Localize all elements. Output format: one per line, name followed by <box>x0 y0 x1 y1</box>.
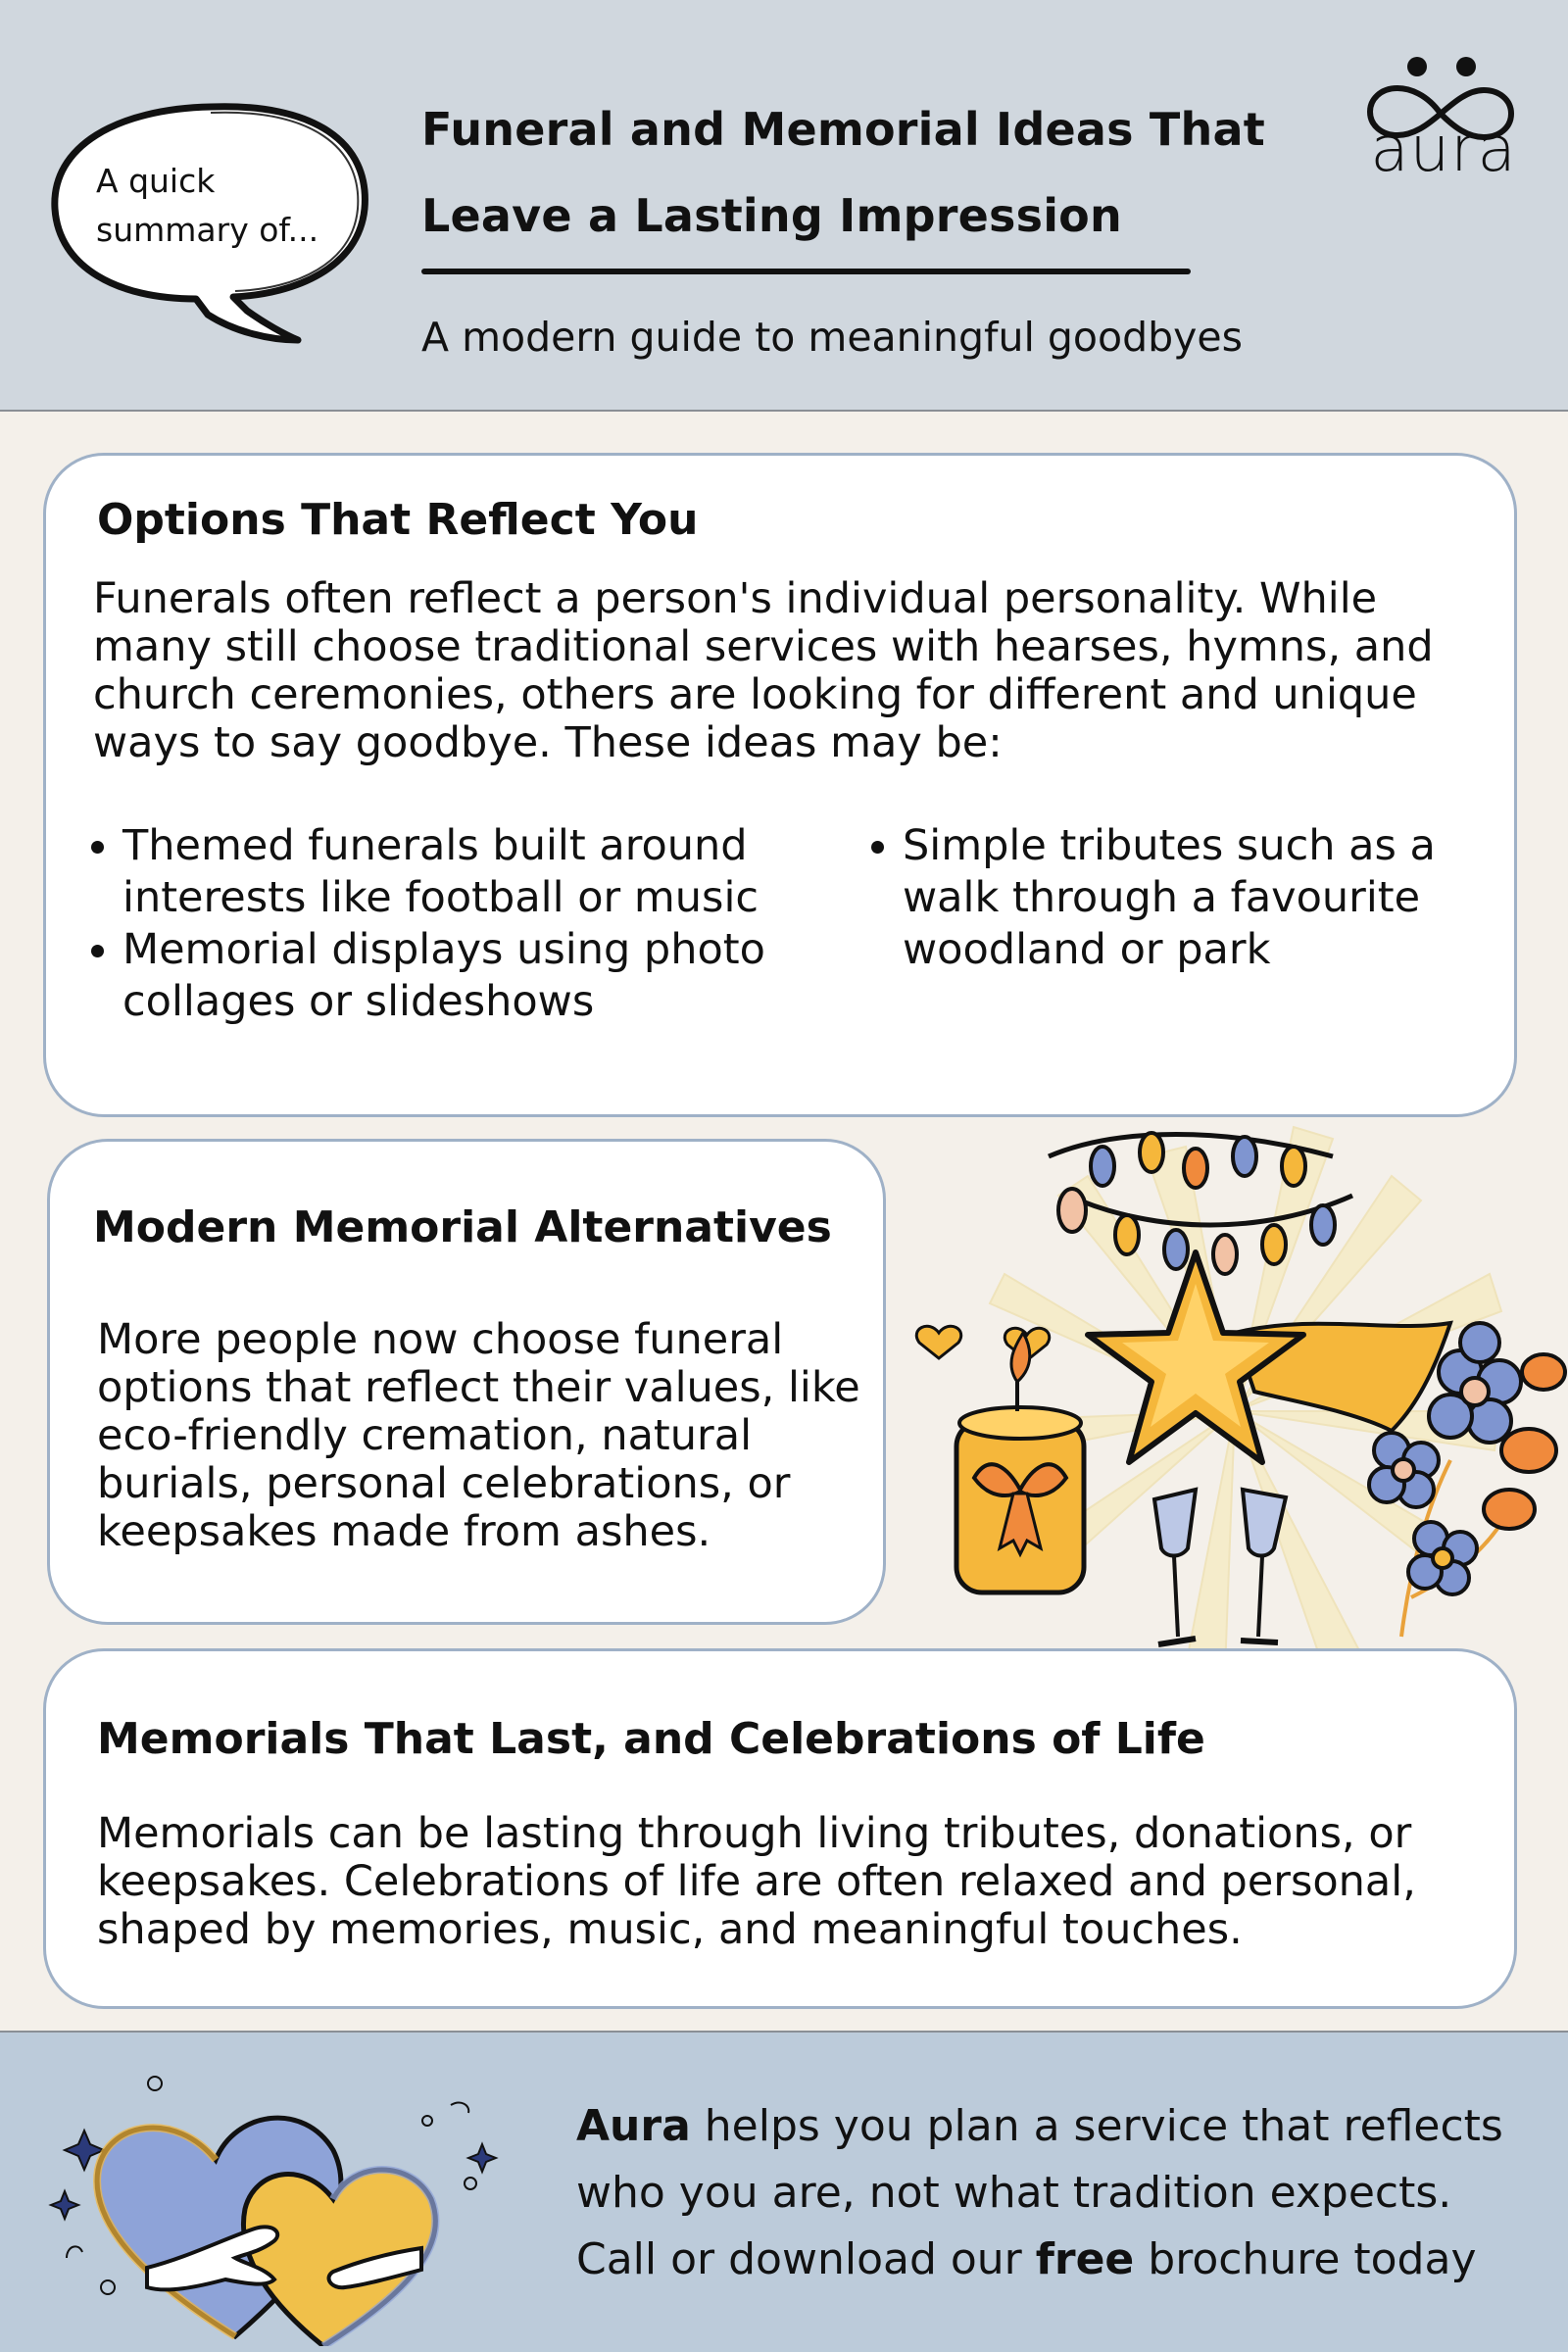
list-item-text: Themed funerals built around interests like football or music <box>122 821 760 922</box>
section-title: Modern Memorial Alternatives <box>93 1202 832 1252</box>
cta-line-2: who you are, not what tradition expects. <box>576 2168 1452 2218</box>
bullet-dot-icon <box>91 841 104 854</box>
bullet-list-left <box>85 820 830 1028</box>
list-item <box>865 820 1453 976</box>
cta-line-1-text: helps you plan a service that reflects <box>690 2101 1503 2151</box>
brand-logo-text: aura <box>1370 114 1517 186</box>
list-item-text: Memorial displays using photo collages or slideshows <box>122 925 765 1026</box>
bullet-dot-icon <box>91 945 104 957</box>
bullet-dot-icon <box>871 841 884 854</box>
cta-line-1 <box>576 2093 1556 2160</box>
celebration-illustration <box>902 1088 1568 1676</box>
section-body: More people now choose funeral options that reflect their values, like eco-friendly cremation, natural burials, personal celebrations, or keepsakes made from ashes. <box>97 1315 860 1556</box>
embracing-hearts-illustration <box>39 2062 549 2346</box>
section-title: Options That Reflect You <box>97 495 699 545</box>
cta-free-word: free <box>1035 2234 1135 2284</box>
section-body: Memorials can be lasting through living tributes, donations, or keepsakes. Celebrations of life are often relaxed and personal, shaped by memories, music, and meaningful touches. <box>97 1809 1416 1954</box>
list-item <box>85 924 830 1028</box>
options-card <box>43 453 1517 1117</box>
bubble-text: A quick summary of... <box>96 162 319 249</box>
list-item <box>85 820 830 924</box>
header <box>0 0 1568 412</box>
list-item-text: Simple tributes such as a walk through a favourite woodland or park <box>903 821 1436 974</box>
brand-name: Aura <box>576 2101 691 2151</box>
page-subtitle: A modern guide to meaningful goodbyes <box>421 314 1243 361</box>
alternatives-card <box>47 1139 886 1625</box>
title-divider <box>421 269 1191 274</box>
page-title: Funeral and Memorial Ideas That Leave a Lasting Impression <box>421 103 1265 242</box>
cta-line-3-end: brochure today <box>1134 2234 1477 2284</box>
lasting-memorials-card <box>43 1648 1517 2009</box>
footer <box>0 2031 1568 2352</box>
section-body: Funerals often reflect a person's individual personality. While many still choose traditional services with hearses, hymns, and church ceremonies, others are looking for different and unique ways to say goodbye. These ideas may be: <box>93 574 1434 767</box>
call-to-action <box>576 2093 1556 2293</box>
bullet-list-right <box>865 820 1453 976</box>
cta-line-3 <box>576 2227 1556 2293</box>
cta-line-3-start: Call or download our <box>576 2234 1036 2284</box>
section-title: Memorials That Last, and Celebrations of Life <box>97 1714 1205 1764</box>
